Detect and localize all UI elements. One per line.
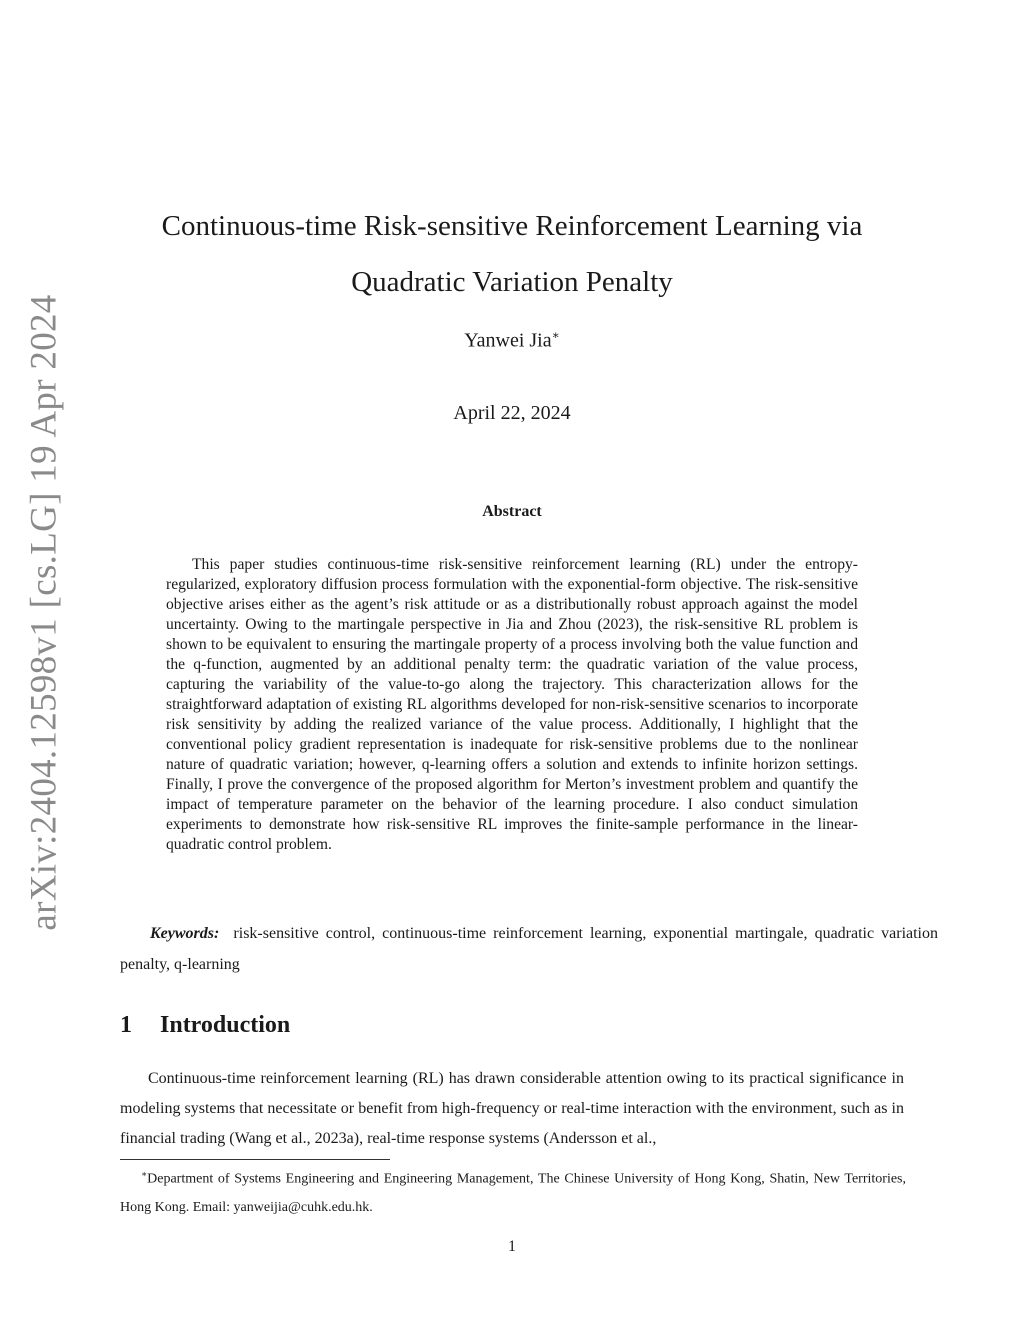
paper-title-line-2: Quadratic Variation Penalty (351, 266, 673, 298)
footnote (120, 1160, 906, 1222)
section-title: Introduction (160, 1012, 291, 1038)
paper-title (120, 198, 904, 310)
paper-date: April 22, 2024 (453, 402, 571, 424)
footnote-mark: ∗ (141, 1169, 148, 1179)
footnote-text: Department of Systems Engineering and Engineering Management, The Chinese University of Hong Kong, Shatin, New Territories, Hong Kong. Email: yanweijia@cuhk.edu.hk. (120, 1171, 906, 1215)
abstract-text: This paper studies continuous-time risk-sensitive reinforcement learning (RL) under the entropy-regularized, exploratory diffusion process formulation with the exponential-form objective. The risk-sensitive objective arises either as the agent’s risk attitude or as a distributionally robust approach against the model uncertainty. Owing to the martingale perspective in Jia and Zhou (2023), the risk-sensitive RL problem is shown to be equivalent to ensuring the martingale property of a process involving both the value function and the q-function, augmented by an additional penalty term: the quadratic variation of the value process, capturing the variability of the value-to-go along the trajectory. This characterization allows for the straightforward adaptation of existing RL algorithms developed for non-risk-sensitive scenarios to incorporate risk sensitivity by adding the realized variance of the value process. Additionally, I highlight that the conventional policy gradient representation is inadequate for risk-sensitive problems due to the nonlinear nature of quadratic variation; however, q-learning offers a solution and extends to infinite horizon settings. Finally, I prove the convergence of the proposed algorithm for Merton’s investment problem and quantify the impact of temperature parameter on the behavior of the learning procedure. I also conduct simulation experiments to demonstrate how risk-sensitive RL improves the finite-sample performance in the linear-quadratic control problem. (166, 556, 858, 853)
keywords-paragraph (120, 918, 938, 980)
author-line (120, 328, 904, 353)
page-number: 1 (508, 1238, 516, 1255)
keywords-text: risk-sensitive control, continuous-time reinforcement learning, exponential martingale, quadratic variation penalty, q-learning (120, 925, 939, 973)
section-number: 1 (120, 1012, 132, 1038)
keywords-label: Keywords: (150, 925, 220, 942)
arxiv-stamp (18, 294, 70, 931)
author-name: Yanwei Jia (464, 329, 552, 352)
arxiv-stamp-text: arXiv:2404.12598v1 [cs.LG] 19 Apr 2024 (23, 294, 65, 931)
paper-title-line-1: Continuous-time Risk-sensitive Reinforcement Learning via (161, 210, 863, 242)
abstract-heading: Abstract (482, 503, 542, 520)
author-footnote-mark: ∗ (551, 328, 560, 342)
introduction-text: Continuous-time reinforcement learning (RL) has drawn considerable attention owing to its practical significance in modeling systems that necessitate or benefit from high-frequency or real-time interaction with the environment, such as in financial trading (Wang et al., 2023a), real-time response systems (Andersson et al., (120, 1070, 904, 1147)
section-heading (120, 1012, 290, 1039)
